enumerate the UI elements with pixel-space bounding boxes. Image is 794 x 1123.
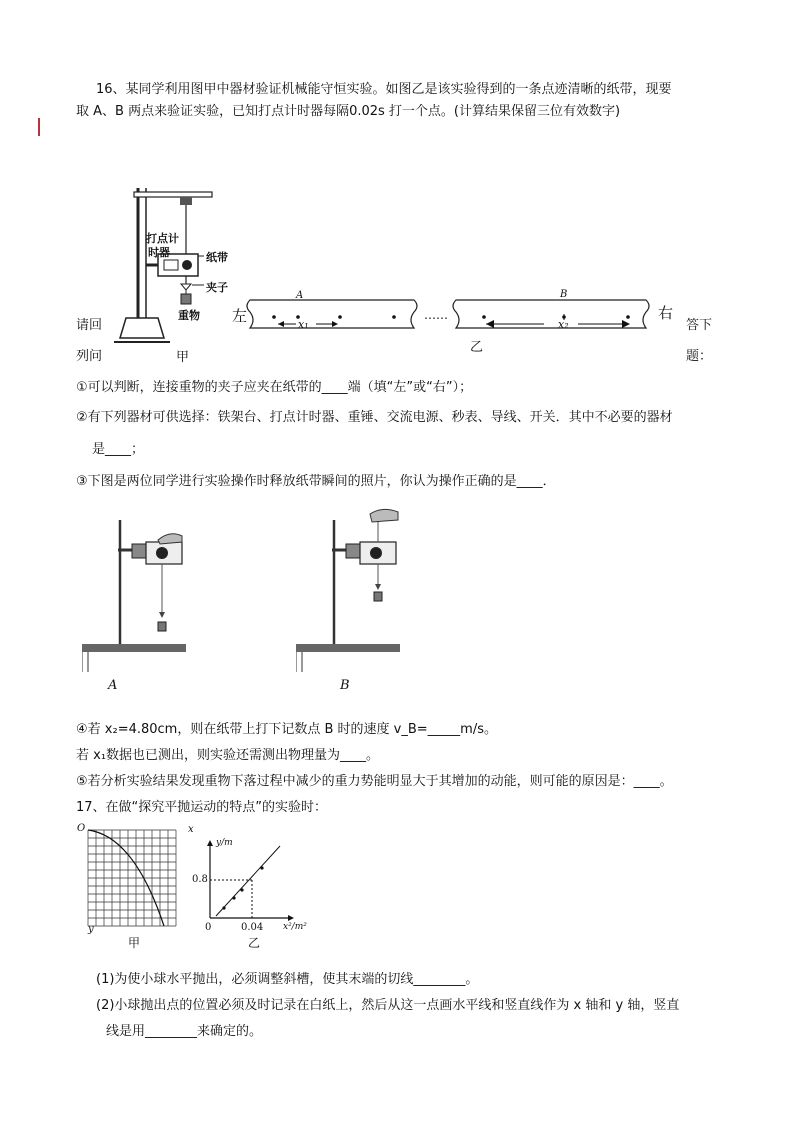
grid-y-axis: y [88,924,94,935]
q16-sub2-line1: ②有下列器材可供选择：铁架台、打点计时器、重锤、交流电源、秒表、导线、开关．其中不必要的器材 [76,410,673,425]
q17-part1: (1)为使小球水平抛出，必须调整斜槽，使其末端的切线________。 [96,972,479,987]
tape-x2-label: x₂ [558,318,569,331]
tape-point-a: A [296,290,304,301]
q16-intro-line2: 取 A、B 两点来验证实验，已知打点计时器每隔0.02s 打一个点。(计算结果保留三位有效数字) [76,104,621,119]
timer-label-2: 时器 [148,246,170,259]
q16-sub4-line2: 若 x₁数据也已测出，则实验还需测出物理量为____。 [76,748,380,763]
grid-origin: O [77,823,86,834]
clamp-label: 夹子 [206,281,228,294]
fig-yi-caption: 乙 [470,340,484,355]
tape-right-label: 右 [658,304,674,322]
q16-sub1: ①可以判断，连接重物的夹子应夹在纸带的____端（填“左”或“右”）； [76,380,473,395]
apparatus-figure [108,184,228,360]
tape-left-label: 左 [232,307,248,325]
side-left-top: 请回 [76,318,103,333]
q16-sub2-line2: 是____； [92,442,145,457]
tape-point-b: B [560,289,568,300]
plot-y-label: y/m [216,838,233,848]
q17-part2-line2: 线是用________来确定的。 [106,1024,263,1039]
photo-a [82,516,186,672]
side-right-bottom: 题： [686,349,713,364]
grid-caption: 甲 [128,936,141,950]
line-plot [200,838,300,928]
photo-b-label: B [340,678,350,693]
tape-ellipsis: …… [424,308,448,322]
q16-sub4-line1: ④若 x₂=4.80cm，则在纸带上打下记数点 B 时的速度 v_B=_____m/s。 [76,722,497,737]
plot-y-tick: 0.8 [192,874,208,885]
photo-b [296,506,400,672]
grid-x-axis: x [188,824,194,835]
tape-label: 纸带 [206,251,228,264]
side-left-bottom: 列问 [76,349,103,364]
q16-sub5: ⑤若分析实验结果发现重物下落过程中减少的重力势能明显大于其增加的动能，则可能的原因是：____。 [76,774,673,789]
plot-caption: 乙 [248,936,261,950]
fig-jia-caption: 甲 [176,350,190,365]
plot-x-label: x²/m² [283,922,307,932]
side-right-top: 答下 [686,318,713,333]
tape-x1-label: x₁ [298,318,309,331]
q16-sub3: ③下图是两位同学进行实验操作时释放纸带瞬间的照片，你认为操作正确的是____． [76,474,556,489]
photo-a-label: A [108,678,118,693]
plot-origin: 0 [205,922,212,933]
q17-part2-line1: (2)小球抛出点的位置必须及时记录在白纸上，然后从这一点画水平线和竖直线作为 x 轴和 y 轴，竖直 [96,998,680,1013]
grid-figure [84,828,184,928]
timer-label: 打点计 [146,232,179,245]
weight-label: 重物 [178,309,200,322]
plot-x-tick: 0.04 [241,922,264,933]
q17-title: 17、在做“探究平抛运动的特点”的实验时： [76,800,328,815]
q16-intro-line1: 16、某同学利用图甲中器材验证机械能守恒实验。如图乙是该实验得到的一条点迹清晰的纸带，现要 [96,82,672,97]
margin-mark [38,118,40,136]
